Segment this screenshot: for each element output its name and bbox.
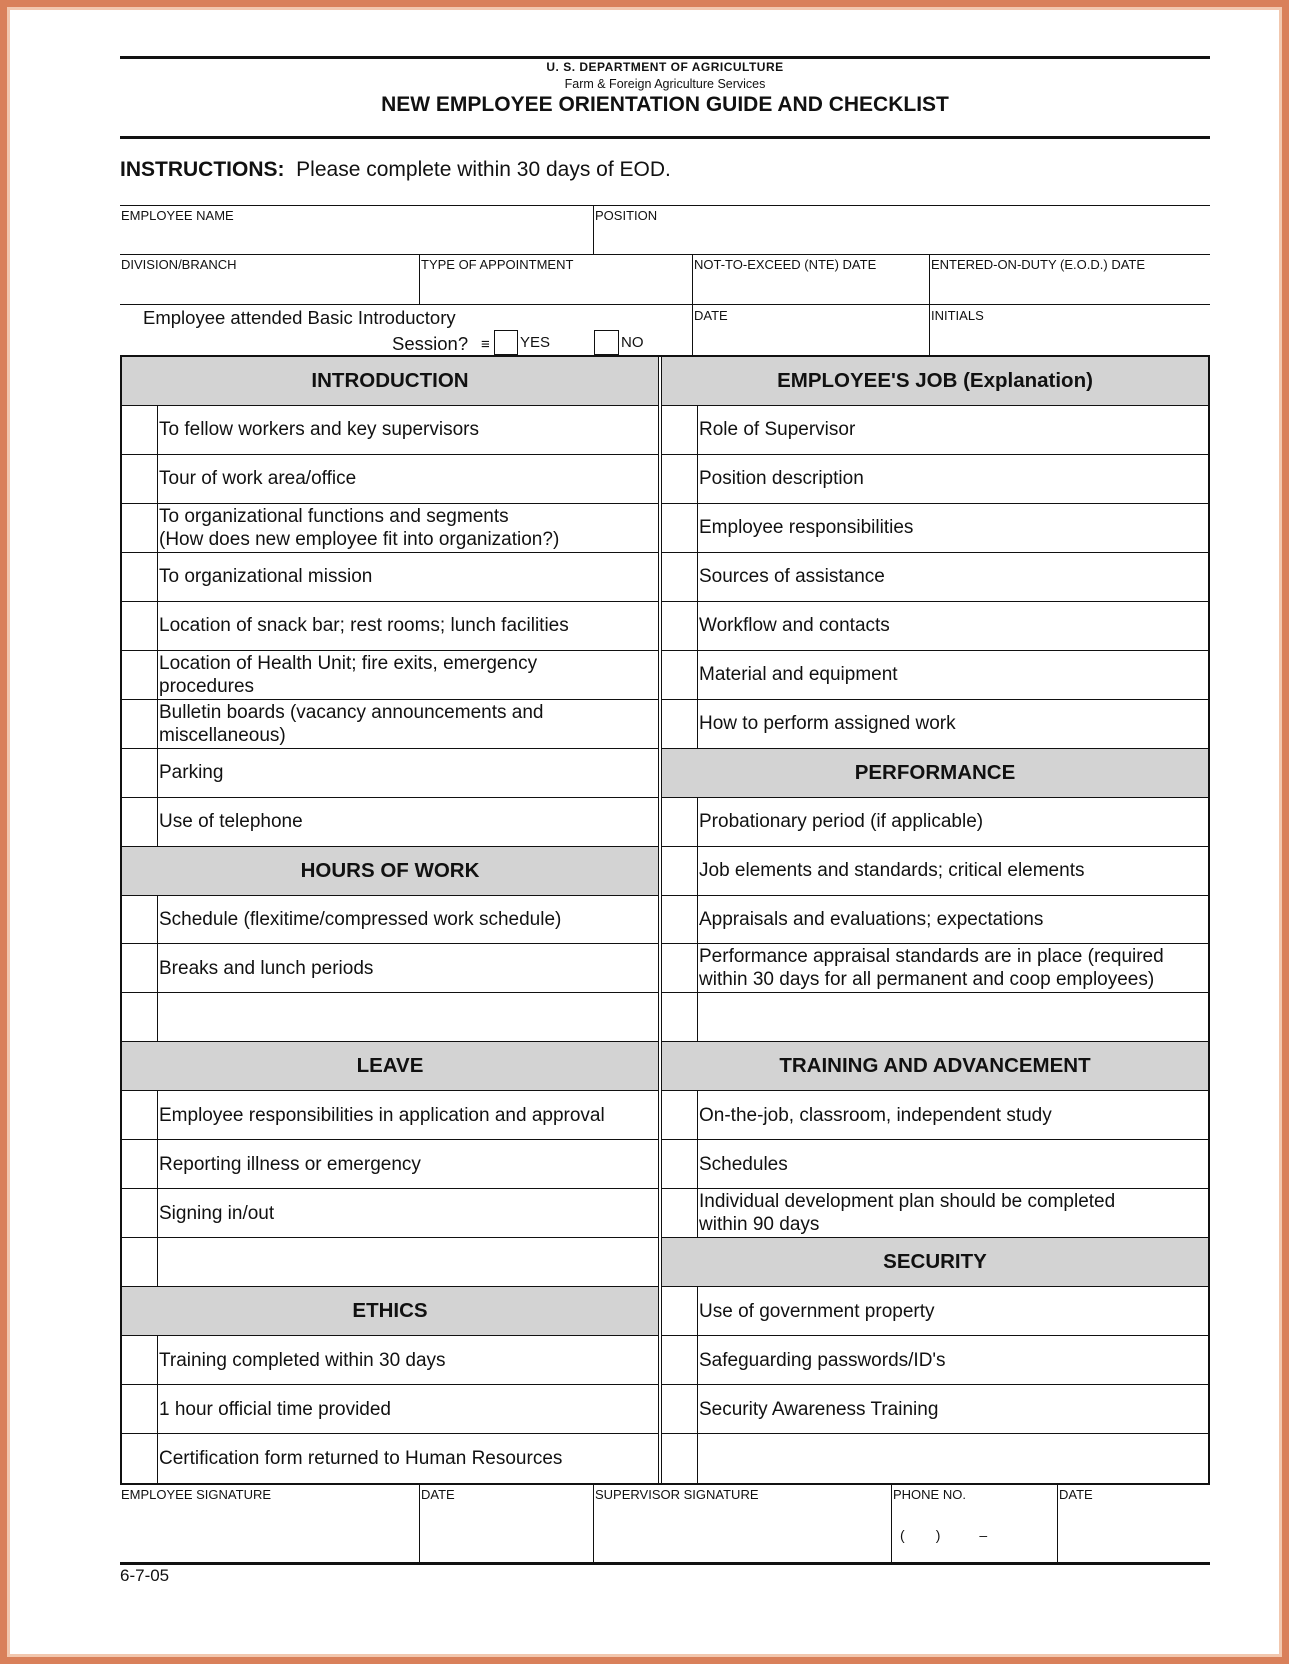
checklist-checkbox[interactable] [662, 1434, 698, 1483]
checklist-row [662, 1336, 1208, 1385]
checklist-item-text [159, 1385, 654, 1433]
eod-date-field[interactable]: ENTERED-ON-DUTY (E.O.D.) DATE [931, 257, 1146, 272]
session-glyph: ≡ [481, 336, 490, 353]
field-divider [929, 254, 930, 355]
field-divider [419, 254, 420, 304]
section-header-security: SECURITY [662, 1238, 1208, 1287]
checklist-checkbox[interactable] [662, 993, 698, 1041]
checklist-checkbox[interactable] [662, 602, 698, 650]
checklist-item-label: Role of Supervisor [699, 419, 856, 441]
checklist-item-text [159, 553, 654, 601]
initials-field[interactable]: INITIALS [931, 308, 984, 323]
section-header-employee-s-job-explanation: EMPLOYEE'S JOB (Explanation) [662, 357, 1208, 406]
checklist-row [662, 1189, 1208, 1238]
field-rule-2 [120, 254, 1210, 255]
checklist-row [122, 553, 658, 602]
checklist-item-text [159, 993, 654, 1041]
checklist-checkbox[interactable] [662, 1091, 698, 1139]
checklist-checkbox[interactable] [662, 1385, 698, 1433]
checklist-checkbox[interactable] [662, 1336, 698, 1384]
checklist-item-text [699, 847, 1204, 895]
checklist-item-label: Schedule (flexitime/compressed work schedule) [159, 908, 562, 930]
checklist-row [662, 651, 1208, 700]
checklist-item-label-continued: (How does new employee fit into organization?) [159, 528, 560, 550]
supervisor-date-field[interactable]: DATE [1059, 1487, 1093, 1502]
field-rule-3 [120, 304, 1210, 305]
checklist-item-text [159, 504, 654, 552]
phone-format: ( ) – [900, 1527, 988, 1543]
checklist-checkbox[interactable] [662, 406, 698, 454]
checklist-checkbox[interactable] [122, 1336, 158, 1384]
checklist-item-text [159, 944, 654, 992]
section-header-ethics: ETHICS [122, 1287, 658, 1336]
session-question-line1: Employee attended Basic Introductory [143, 307, 456, 328]
no-checkbox[interactable] [594, 330, 619, 355]
checklist-item-label: Breaks and lunch periods [159, 957, 374, 979]
subdepartment-name: Farm & Foreign Agriculture Services [564, 77, 766, 91]
checklist-item-text [159, 651, 654, 699]
checklist-item-label: On-the-job, classroom, independent study [699, 1104, 1052, 1126]
checklist-item-label: Sources of assistance [699, 566, 885, 588]
checklist-item-label: Parking [159, 762, 224, 784]
field-rule-1 [120, 205, 1210, 206]
checklist-item-label: Position description [699, 468, 864, 490]
footer-bottom-rule [120, 1562, 1210, 1565]
checklist-row [662, 602, 1208, 651]
checklist-item-label: To fellow workers and key supervisors [159, 419, 479, 441]
section-header-hours-of-work: HOURS OF WORK [122, 847, 658, 896]
checklist-row [662, 1140, 1208, 1189]
checklist-item-label: Probationary period (if applicable) [699, 811, 984, 833]
checklist-row [662, 1434, 1208, 1483]
department-name: U. S. DEPARTMENT OF AGRICULTURE [546, 60, 784, 74]
checklist-item-label: Employee responsibilities [699, 517, 914, 539]
checklist-row [122, 700, 658, 749]
checklist-row [662, 700, 1208, 749]
checklist-row [122, 455, 658, 504]
checklist-item-label: Reporting illness or emergency [159, 1153, 421, 1175]
checklist-item-text [699, 504, 1204, 552]
checklist-item-text [699, 1140, 1204, 1188]
checklist-item-text [159, 1140, 654, 1188]
checklist-checkbox[interactable] [662, 700, 698, 748]
instructions-text: Please complete within 30 days of EOD. [296, 158, 671, 181]
checklist-checkbox[interactable] [122, 406, 158, 454]
checklist-item-text [699, 455, 1204, 503]
checklist-item-text [699, 1385, 1204, 1433]
checklist-row [662, 1287, 1208, 1336]
checklist-row [122, 1140, 658, 1189]
checklist-row [122, 602, 658, 651]
checklist-row [122, 993, 658, 1042]
checklist-item-label: Location of Health Unit; fire exits, emergency [159, 652, 538, 674]
checklist-item-label: Safeguarding passwords/ID's [699, 1349, 946, 1371]
checklist-checkbox[interactable] [122, 455, 158, 503]
checklist-item-text [699, 651, 1204, 699]
checklist-item-text [159, 798, 654, 846]
checklist-checkbox[interactable] [122, 1091, 158, 1139]
checklist-row [662, 504, 1208, 553]
checklist-item-label: 1 hour official time provided [159, 1398, 391, 1420]
checklist-item-label-continued: within 30 days for all permanent and coop employees) [699, 969, 1155, 991]
checklist-item-text [159, 406, 654, 454]
checklist-item-label: Material and equipment [699, 664, 898, 686]
checklist-checkbox[interactable] [122, 602, 158, 650]
checklist-checkbox[interactable] [662, 455, 698, 503]
employee-date-field[interactable]: DATE [421, 1487, 455, 1502]
checklist-checkbox[interactable] [122, 1140, 158, 1188]
checklist-checkbox[interactable] [122, 1385, 158, 1433]
checklist-checkbox[interactable] [122, 896, 158, 944]
checklist-row [122, 798, 658, 847]
supervisor-signature-field[interactable]: SUPERVISOR SIGNATURE [595, 1487, 759, 1502]
checklist-item-label: Bulletin boards (vacancy announcements and [159, 701, 544, 723]
checklist-item-label: Schedules [699, 1153, 788, 1175]
checklist-row [662, 896, 1208, 945]
footer-divider [1057, 1485, 1058, 1562]
checklist-row [122, 406, 658, 455]
checklist-item-label: Training completed within 30 days [159, 1349, 446, 1371]
checklist-checkbox[interactable] [122, 749, 158, 797]
checklist-row [662, 1091, 1208, 1140]
form-revision-date: 6-7-05 [120, 1566, 170, 1585]
checklist-item-label: Appraisals and evaluations; expectations [699, 908, 1044, 930]
checklist-item-label: Employee responsibilities in application and approval [159, 1104, 605, 1126]
section-header-introduction: INTRODUCTION [122, 357, 658, 406]
footer-divider [593, 1485, 594, 1562]
checklist-item-label: Use of telephone [159, 811, 303, 833]
field-divider [593, 205, 594, 254]
checklist-item-label: Signing in/out [159, 1202, 275, 1224]
position-field[interactable]: POSITION [595, 208, 658, 223]
checklist-item-label: To organizational functions and segments [159, 505, 509, 527]
employee-name-field[interactable]: EMPLOYEE NAME [121, 208, 234, 223]
checklist-checkbox[interactable] [662, 1287, 698, 1335]
checklist-item-label-continued: procedures [159, 675, 255, 697]
checklist-item-text [159, 1091, 654, 1139]
checklist-checkbox[interactable] [662, 553, 698, 601]
checklist-row [662, 553, 1208, 602]
checklist-item-label: Location of snack bar; rest rooms; lunch facilities [159, 615, 569, 637]
phone-number-field[interactable]: PHONE NO. [893, 1487, 966, 1502]
checklist-item-label: Job elements and standards; critical elements [699, 860, 1085, 882]
checklist-checkbox[interactable] [122, 700, 158, 748]
checklist-item-text [699, 944, 1204, 992]
division-branch-field[interactable]: DIVISION/BRANCH [121, 257, 237, 272]
checklist-checkbox[interactable] [662, 944, 698, 992]
checklist-item-text [159, 1434, 654, 1483]
checklist-checkbox[interactable] [122, 504, 158, 552]
checklist-item-label: How to perform assigned work [699, 713, 956, 735]
checklist-checkbox[interactable] [122, 1189, 158, 1237]
yes-label: YES [520, 334, 551, 351]
right-column [662, 357, 1208, 1483]
session-question-line2: Session? [392, 333, 469, 354]
checklist-item-label: To organizational mission [159, 566, 373, 588]
checklist-checkbox[interactable] [122, 944, 158, 992]
checklist-row [122, 1336, 658, 1385]
section-header-leave: LEAVE [122, 1042, 658, 1091]
checklist-item-text [159, 700, 654, 748]
checklist-table [120, 355, 1210, 1485]
no-label: NO [621, 334, 644, 351]
checklist-row [122, 1091, 658, 1140]
checklist-checkbox[interactable] [122, 553, 158, 601]
checklist-item-label-continued: within 90 days [699, 1214, 820, 1236]
checklist-checkbox[interactable] [662, 1189, 698, 1237]
section-header-performance: PERFORMANCE [662, 749, 1208, 798]
checklist-item-text [699, 1189, 1204, 1237]
checklist-item-label: Individual development plan should be completed [699, 1191, 1116, 1213]
checklist-item-label: Performance appraisal standards are in place (required [699, 946, 1164, 968]
checklist-checkbox[interactable] [662, 798, 698, 846]
checklist-item-text [699, 700, 1204, 748]
checklist-row [122, 1238, 658, 1287]
instructions-label: INSTRUCTIONS: [120, 158, 285, 181]
checklist-row [662, 798, 1208, 847]
checklist-row [122, 1434, 658, 1483]
checklist-item-text [699, 1434, 1204, 1483]
checklist-item-text [699, 1091, 1204, 1139]
footer-divider [419, 1485, 420, 1562]
checklist-row [662, 847, 1208, 896]
checklist-checkbox[interactable] [662, 1140, 698, 1188]
checklist-item-label: Workflow and contacts [699, 615, 890, 637]
checklist-checkbox[interactable] [122, 651, 158, 699]
checklist-row [662, 455, 1208, 504]
yes-checkbox[interactable] [494, 330, 518, 355]
checklist-item-text [159, 455, 654, 503]
left-column [122, 357, 658, 1483]
checklist-item-text [699, 406, 1204, 454]
instructions [120, 158, 671, 182]
form-title: NEW EMPLOYEE ORIENTATION GUIDE AND CHECKLIST [381, 93, 949, 116]
checklist-item-text [699, 1287, 1204, 1335]
checklist-row [122, 504, 658, 553]
checklist-item-label: Use of government property [699, 1300, 935, 1322]
title-rule [120, 136, 1210, 139]
checklist-item-label: Certification form returned to Human Resources [159, 1448, 563, 1469]
checklist-row [662, 1385, 1208, 1434]
checklist-row [122, 749, 658, 798]
checklist-row [122, 896, 658, 945]
footer-divider [891, 1485, 892, 1562]
checklist-item-text [699, 602, 1204, 650]
checklist-row [662, 406, 1208, 455]
nte-date-field[interactable]: NOT-TO-EXCEED (NTE) DATE [694, 257, 877, 272]
checklist-item-text [699, 1336, 1204, 1384]
checklist-item-text [159, 1336, 654, 1384]
checklist-row [122, 651, 658, 700]
checklist-item-label: Security Awareness Training [699, 1398, 939, 1420]
checklist-item-text [159, 896, 654, 944]
checklist-item-text [699, 896, 1204, 944]
employee-signature-field[interactable]: EMPLOYEE SIGNATURE [121, 1487, 272, 1502]
checklist-row [662, 944, 1208, 993]
checklist-item-text [699, 798, 1204, 846]
checklist-checkbox[interactable] [122, 798, 158, 846]
checklist-checkbox[interactable] [662, 651, 698, 699]
checklist-item-text [159, 1238, 654, 1286]
checklist-item-text [159, 1189, 654, 1237]
checklist-checkbox[interactable] [122, 993, 158, 1041]
checklist-item-label-continued: miscellaneous) [159, 724, 286, 746]
checklist-item-text [699, 993, 1204, 1041]
checklist-item-text [159, 749, 654, 797]
checklist-checkbox[interactable] [122, 1434, 158, 1483]
checklist-row [122, 944, 658, 993]
session-date-field[interactable]: DATE [694, 308, 728, 323]
checklist-row [122, 1189, 658, 1238]
top-rule [120, 56, 1210, 59]
section-header-training-and-advancement: TRAINING AND ADVANCEMENT [662, 1042, 1208, 1091]
checklist-item-label: Tour of work area/office [159, 468, 357, 490]
checklist-item-text [699, 553, 1204, 601]
checklist-row [662, 993, 1208, 1042]
checklist-item-text [159, 602, 654, 650]
checklist-row [122, 1385, 658, 1434]
checklist-checkbox[interactable] [122, 1238, 158, 1286]
type-of-appointment-field[interactable]: TYPE OF APPOINTMENT [421, 257, 574, 272]
checklist-checkbox[interactable] [662, 504, 698, 552]
checklist-checkbox[interactable] [662, 896, 698, 944]
field-divider [692, 254, 693, 355]
checklist-checkbox[interactable] [662, 847, 698, 895]
